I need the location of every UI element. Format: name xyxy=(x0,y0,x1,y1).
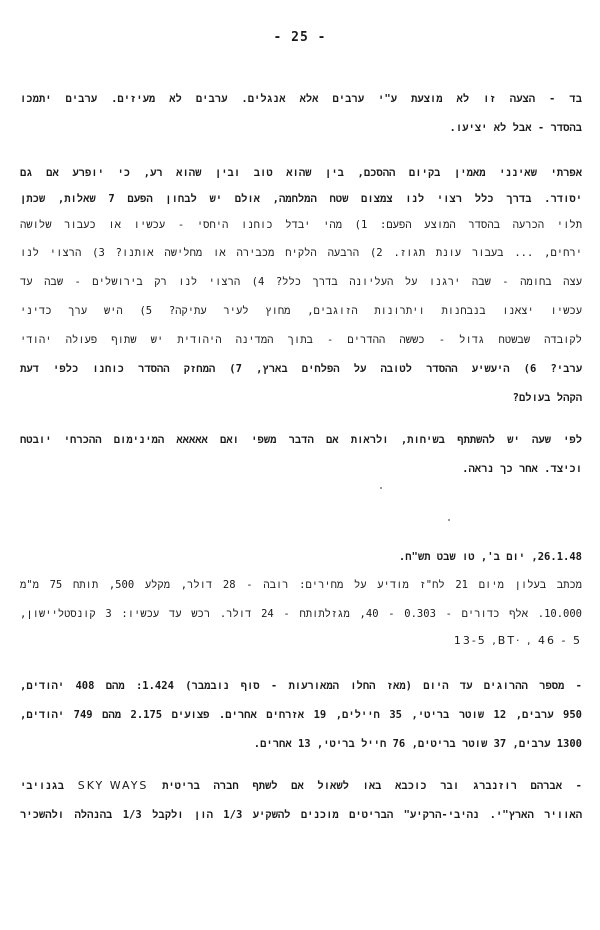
scan-speck xyxy=(380,487,382,489)
diary-date-line: 26.1.48, יום ב', טו שבט תש"ח. xyxy=(398,551,582,563)
paragraph-2-line-3: תלוי הכרעה בהסדר המוצע הפעם: 1) מהי יבדל כוחנו היחסי - עכשיו או כעבור שלושה xyxy=(20,219,582,231)
paragraph-2-line-5: עצה בחומה - שבה ירגנו על העליונה בדרך כלל? 4) הרצוי לנו רק בירושלים - שבה עד xyxy=(20,276,582,288)
paragraph-2-line-6: עכשיו יצאנו בנבחנות ויתרונות הזוגבים, מחוץ לעיר עתיקה? 5) היש ערך כדיני xyxy=(20,305,582,317)
paragraph-4-line-3: 10.000. אלף כדורים - 0.303 - 40, מגזלתותח - 24 דולר. רכש עד עכשיו: 3 קונסטליישון, xyxy=(20,608,582,620)
scan-speck xyxy=(448,519,450,521)
page-number: - 25 - xyxy=(273,30,327,45)
paragraph-2-line-9: הקהל בעולם? xyxy=(512,392,582,404)
paragraph-2-line-4: ירחים, ... בעבור עונת תגוז. 2) הרבעה הלקיח מכבירה או מחלישה אותנו? 3) הרצוי לנו xyxy=(20,247,582,259)
paragraph-6-line-1-after: בגנויבי xyxy=(20,780,65,792)
paragraph-3-line-1: לפי שעה יש להשתתף בשיחות, ולראות אם הדבר משפי ואם אאאאא המינימום ההכרחי יובטח xyxy=(20,434,582,446)
handwritten-note-line xyxy=(20,634,582,648)
paragraph-6-line-1 xyxy=(20,779,582,793)
paragraph-6-line-2: האוויר הארץ"י. נהיבי-הרקיע" הבריטים מוכנים להשקיע 1/3 הון ולקבל 1/3 בהנהלה ולהשכיר xyxy=(20,809,582,821)
paragraph-6-line-1-before: - אברהם רוזנברג ובר כוכבא באו לשאול אם לשתף חברה בריטית xyxy=(162,780,582,792)
paragraph-3-line-2: וכיצד. אחר כך נראה. xyxy=(462,463,582,475)
paragraph-5-line-3: 1300 ערבים, 37 שוטר בריטים, 76 חייל בריטי, 13 אחרים. xyxy=(253,738,582,750)
handwritten-company-name: SKY WAYS xyxy=(77,779,149,792)
paragraph-5-line-1: - מספר ההרוגים עד היום (מאז החלו המאורעות - סוף נובמבר) 1.424: מהם 408 יהודים, xyxy=(20,680,582,692)
paragraph-4-line-2: מכתב בעלון מיום 21 לח"ז מודיע על מחירים: רובה - 28 דולר, מקלע 500, תותח 75 מ"מ xyxy=(20,579,582,591)
paragraph-1-line-1: בד - הצעה זו לא מוצעת ע"י ערבים אלא אנגלים. ערבים לא מעיזים. ערבים יתמכו xyxy=(20,93,582,105)
paragraph-2-line-2: יסודר. בדרך כלל רצוי לנו צמצום שטח המלחמה, אולם יש לבחון הפעם 7 שאלות, שכתן xyxy=(20,193,582,205)
paragraph-5-line-2: 950 ערבים, 12 שוטר בריטי, 35 חיילים, 19 אזרחים אחרים. פצועים 2.175 מהם 749 יהודים, xyxy=(20,709,582,721)
paragraph-1-line-2: בהסדר - אבל לא יציעו. xyxy=(449,122,582,134)
paragraph-2-line-1: אפרתי שאינני מאמין בקיום ההסכם, בין שהוא טוב ובין שהוא רע, כי יופרע אם גם xyxy=(20,167,582,179)
paragraph-2-line-7: לקובדה שבשטח גדול - כששה ההדרים - בתוך המדינה היהודית יש שתוף פעולה יהודי xyxy=(20,334,582,346)
paragraph-2-line-8: ערבי? 6) היעשיע ההסדר לטובה על הפלחים בארץ, 7) המחזק ההסדר כוחנו כלפי דעת xyxy=(20,363,582,375)
handwritten-note: 13-5 ,BT· , 46 - 5 xyxy=(453,634,582,647)
